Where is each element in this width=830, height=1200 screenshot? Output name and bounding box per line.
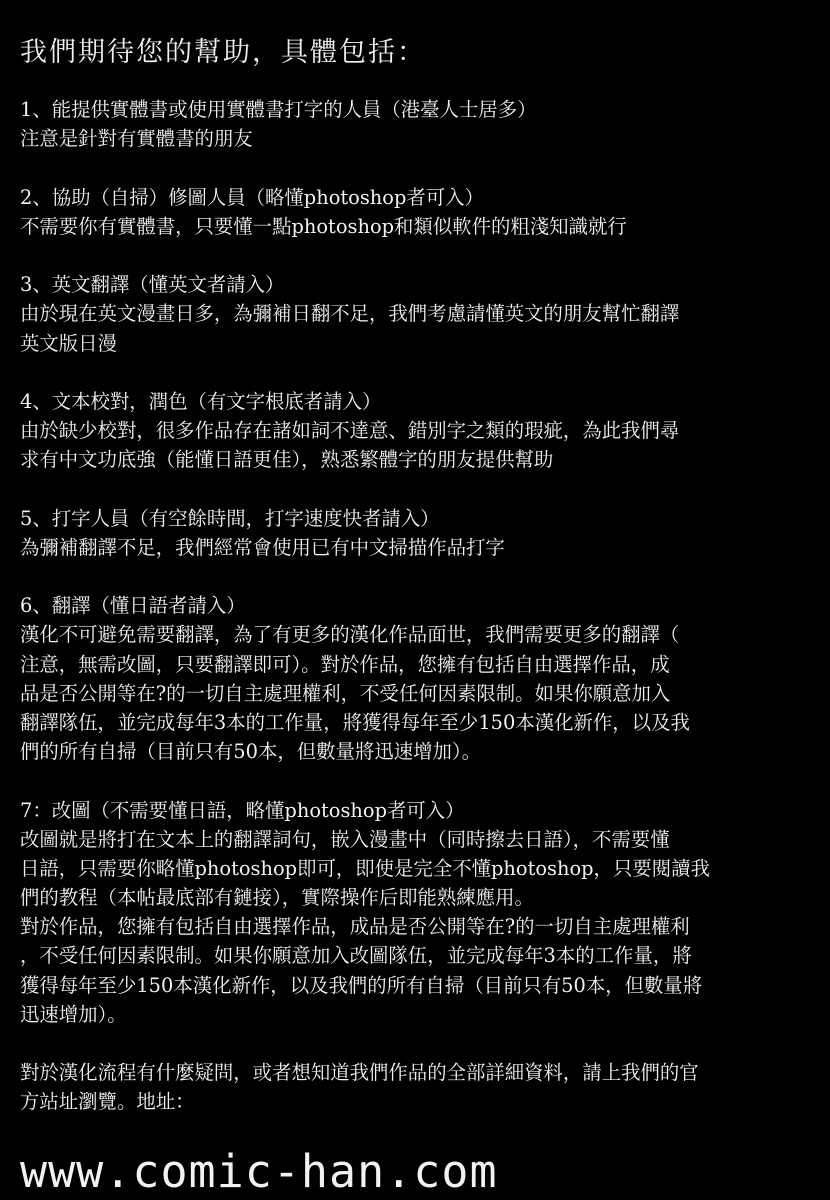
section-text-line: 由於缺少校對，很多作品存在諸如詞不達意、錯別字之類的瑕疵，為此我們尋: [20, 419, 680, 443]
section-text-line: 們的教程（本帖最底部有鏈接），實際操作后即能熟練應用。: [20, 886, 534, 910]
section-text-line: 求有中文功底強（能懂日語更佳），熟悉繁體字的朋友提供幫助: [20, 448, 554, 472]
section-gap: [20, 474, 820, 503]
section-text-line: 漢化不可避免需要翻譯，為了有更多的漢化作品面世，我們需要更多的翻譯（: [20, 623, 680, 647]
section-gap: [20, 241, 820, 270]
section-text-line: 對於作品，您擁有包括自由選擇作品，成品是否公開等在?的一切自主處理權利: [20, 915, 690, 939]
section-gap: [20, 766, 820, 795]
section-text-line: 日語，只需要你略懂photoshop即可，即使是完全不懂photoshop，只要閱讀我: [20, 856, 710, 880]
section-heading: 7：改圖（不需要懂日語，略懂photoshop者可入）: [20, 798, 465, 822]
section-heading: 對於漢化流程有什麼疑問，或者想知道我們作品的全部詳細資料，請上我們的官: [20, 1061, 699, 1085]
recruitment-list: [20, 95, 820, 1117]
section-text-line: 由於現在英文漫畫日多，為彌補日翻不足，我們考慮請懂英文的朋友幫忙翻譯: [20, 302, 680, 326]
section-text-line: 英文版日漫: [20, 331, 117, 355]
section-text-line: 翻譯隊伍，並完成每年3本的工作量，將獲得每年至少150本漢化新作，以及我: [20, 710, 690, 734]
section-gap: [20, 358, 820, 387]
section-gap: [20, 153, 820, 182]
section-gap: [20, 1029, 820, 1058]
section-gap: [20, 562, 820, 591]
section-text-line: 迅速增加）。: [20, 1002, 127, 1026]
section-text-line: 方站址瀏覽。地址：: [20, 1090, 195, 1114]
section-text-line: 不需要你有實體書，只要懂一點photoshop和類似軟件的粗淺知識就行: [20, 214, 627, 238]
section-heading: 1、能提供實體書或使用實體書打字的人員（港臺人士居多）: [20, 98, 537, 121]
section-text-line: 注意，無需改圖，只要翻譯即可）。對於作品，您擁有包括自由選擇作品，成: [20, 652, 670, 676]
section-text-line: 們的所有自掃（目前只有50本，但數量將迅速增加）。: [20, 740, 481, 764]
section-text-line: 獲得每年至少150本漢化新作，以及我們的所有自掃（目前只有50本，但數量將: [20, 973, 703, 997]
page-title: 我們期待您的幫助，具體包括：: [20, 37, 426, 68]
section-heading: 3、英文翻譯（懂英文者請入）: [20, 273, 285, 297]
section-text-line: 品是否公開等在?的一切自主處理權利，不受任何因素限制。如果你願意加入: [20, 681, 671, 705]
section-text-line: 注意是針對有實體書的朋友: [20, 127, 253, 151]
site-url: www.comic-han.com: [20, 1145, 498, 1198]
section-text-line: ，不受任何因素限制。如果你願意加入改圖隊伍，並完成每年3本的工作量，將: [20, 944, 692, 968]
section-heading: 5、打字人員（有空餘時間，打字速度快者請入）: [20, 506, 440, 530]
section-heading: 4、文本校對，潤色（有文字根底者請入）: [20, 389, 382, 413]
section-heading: 6、翻譯（懂日語者請入）: [20, 594, 246, 618]
section-heading: 2、協助（自掃）修圖人員（略懂photoshop者可入）: [20, 185, 484, 209]
section-text-line: 改圖就是將打在文本上的翻譯詞句，嵌入漫畫中（同時擦去日語），不需要懂: [20, 827, 670, 851]
section-text-line: 為彌補翻譯不足，我們經常會使用已有中文掃描作品打字: [20, 535, 505, 559]
